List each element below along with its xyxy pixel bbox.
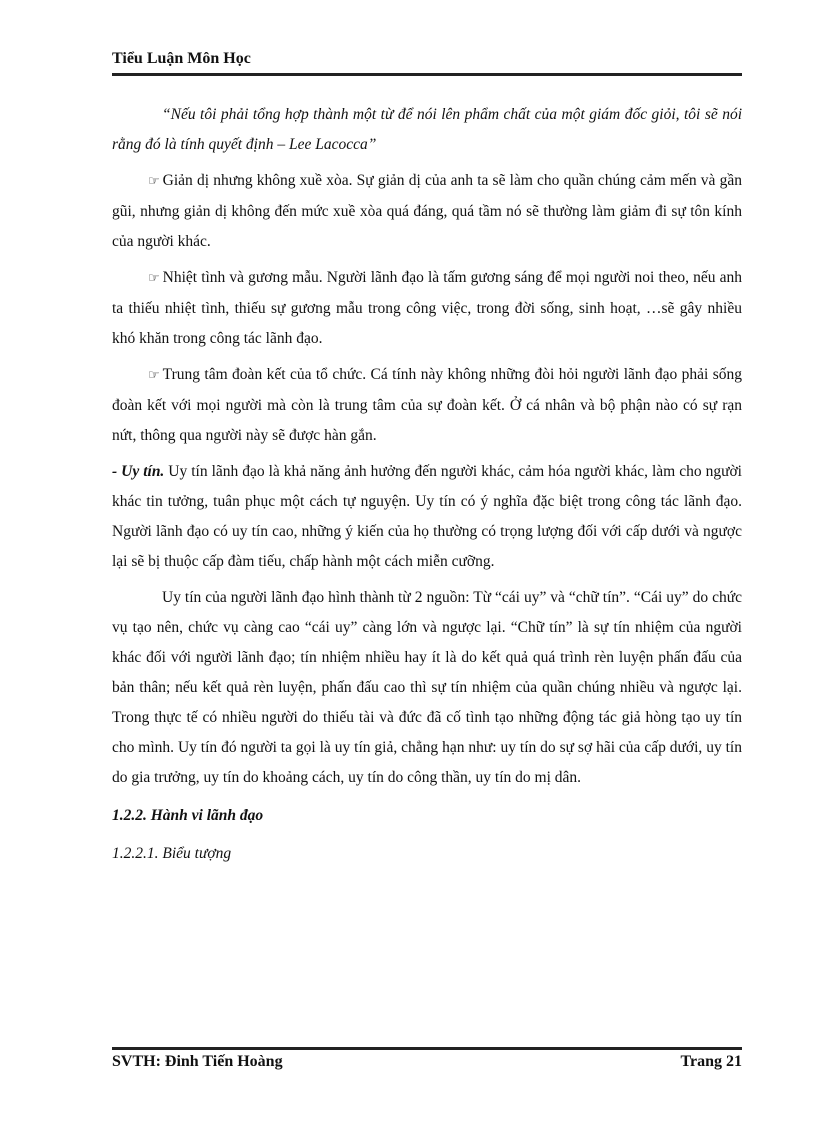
uy-tin-paragraph xyxy=(112,457,742,577)
uy-tin-label: - Uy tín. xyxy=(112,463,165,480)
page-header-title: Tiểu Luận Môn Học xyxy=(112,50,251,67)
footer-page-number: Trang 21 xyxy=(680,1053,742,1070)
bullet-item xyxy=(112,360,742,451)
bullet-text: Nhiệt tình và gương mẫu. Người lãnh đạo là tấm gương sáng để mọi người noi theo, nếu anh ta thiếu nhiệt tình, thiếu sự gương mẫu trong công việc, trong đời sống, sinh hoạt, …sẽ gây nhiều khó khăn trong công tác lãnh đạo. xyxy=(112,269,742,347)
footer-divider xyxy=(112,1047,742,1050)
section-heading: 1.2.2. Hành vi lãnh đạo xyxy=(112,807,264,824)
pointing-hand-icon: ☞ xyxy=(148,174,160,189)
body-paragraph: Uy tín của người lãnh đạo hình thành từ 2 nguồn: Từ “cái uy” và “chữ tín”. “Cái uy” do chức vụ tạo nên, chức vụ càng cao “cái uy” càng lớn và ngược lại. “Chữ tín” là sự tín nhiệm của người khác đối với người lãnh đạo; tín nhiệm nhiều hay ít là do kết quả quá trình rèn luyện phấn đấu của bản thân; nếu kết quả rèn luyện, phấn đấu cao thì sự tín nhiệm của quần chúng nhiều và ngược lại. Trong thực tế có nhiều người do thiếu tài và đức đã cố tình tạo những động tác giả hòng tạo uy tín cho mình. Uy tín đó người ta gọi là uy tín giả, chẳng hạn như: uy tín do sự sợ hãi của cấp dưới, uy tín do gia trưởng, uy tín do khoảng cách, uy tín do công thần, uy tín do mị dân. xyxy=(112,589,742,786)
quote: “Nếu tôi phải tổng hợp thành một từ để nói lên phẩm chất của một giám đốc giỏi, tôi sẽ nói rằng đó là tính quyết định – Lee Lacocca” xyxy=(112,106,742,153)
footer-author: SVTH: Đinh Tiến Hoàng xyxy=(112,1053,283,1070)
subsection-heading: 1.2.2.1. Biểu tượng xyxy=(112,845,232,862)
pointing-hand-icon: ☞ xyxy=(148,368,160,383)
bullet-item xyxy=(112,263,742,354)
bullet-text: Trung tâm đoàn kết của tổ chức. Cá tính này không những đòi hỏi người lãnh đạo phải sống đoàn kết với mọi người mà còn là trung tâm của sự đoàn kết. Ở cá nhân và bộ phận nào có sự rạn nứt, thông qua người này sẽ được hàn gắn. xyxy=(112,366,742,444)
bullet-text: Giản dị nhưng không xuề xòa. Sự giản dị của anh ta sẽ làm cho quần chúng cảm mến và gần gũi, nhưng giản dị không đến mức xuề xòa quá đáng, quá tầm nó sẽ thường làm giảm đi sự tôn kính của người khác. xyxy=(112,172,742,250)
uy-tin-text: Uy tín lãnh đạo là khả năng ảnh hưởng đến người khác, cảm hóa người khác, làm cho người khác tin tưởng, tuân phục một cách tự nguyện. Uy tín có ý nghĩa đặc biệt trong công tác lãnh đạo. Người lãnh đạo có uy tín cao, những ý kiến của họ thường có trọng lượng đối với cấp dưới và ngược lại sẽ bị thuộc cấp đàm tiếu, chấp hành một cách miễn cưỡng. xyxy=(112,463,742,570)
pointing-hand-icon: ☞ xyxy=(148,271,160,286)
header-divider xyxy=(112,73,742,76)
bullet-item xyxy=(112,166,742,257)
document-body xyxy=(112,100,742,875)
